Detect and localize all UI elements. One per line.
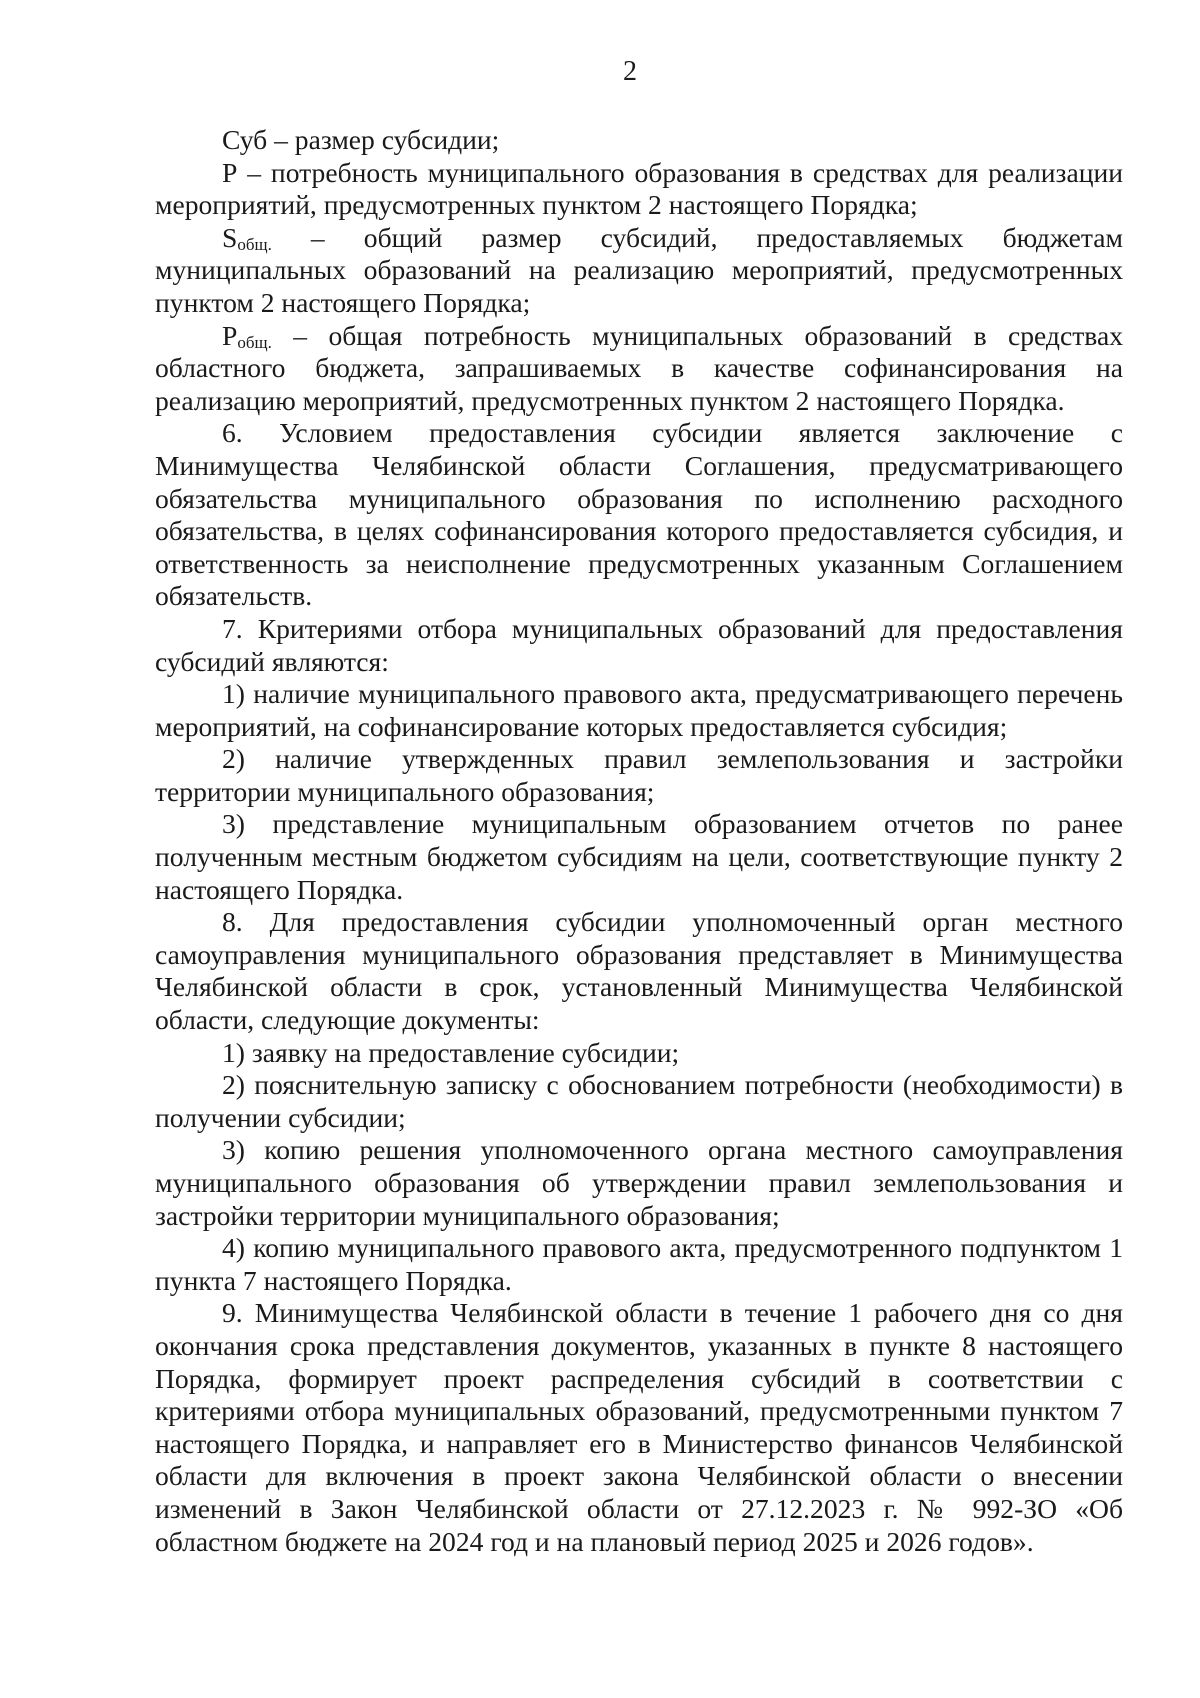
paragraph-s-total-definition xyxy=(155,222,1123,320)
paragraph-8-item-2: 2) пояснительную записку с обоснованием потребности (необходимости) в получении субсидии; xyxy=(155,1069,1123,1133)
s-total-text: – общий размер субсидий, предоставляемых бюджетам муниципальных образований на реализацию мероприятий, предусмотренных пунктом 2 настоящего Порядка; xyxy=(155,221,1123,318)
paragraph-7-item-2: 2) наличие утвержденных правил землепользования и застройки территории муниципального образования; xyxy=(155,743,1123,807)
paragraph-8-item-1: 1) заявку на предоставление субсидии; xyxy=(222,1036,680,1068)
paragraph-7: 7. Критериями отбора муниципальных образований для предоставления субсидий являются: xyxy=(155,612,1123,677)
paragraph-8: 8. Для предоставления субсидии уполномоченный орган местного самоуправления муниципального образования представляет в Минимущества Челябинской области в срок, установленный Минимущества Челябинской области, следующие документы: xyxy=(155,906,1123,1036)
s-total-index: общ. xyxy=(237,234,272,254)
paragraph-6: 6. Условием предоставления субсидии является заключение с Минимущества Челябинской области Соглашения, предусматривающего обязательства муниципального образования по исполнению расходного обязательства, в целях софинансирования которого предоставляется субсидия, и ответственность за неисполнение предусмотренных указанным Соглашением обязательств. xyxy=(155,417,1123,612)
page-number: 2 xyxy=(623,56,637,87)
paragraph-p-total-definition xyxy=(155,320,1123,418)
paragraph-9: 9. Минимущества Челябинской области в течение 1 рабочего дня со дня окончания срока представления документов, указанных в пункте 8 настоящего Порядка, формирует проект распределения субсидий в соответствии с критериями отбора муниципальных образований, предусмотренными пунктом 7 настоящего Порядка, и направляет его в Министерство финансов Челябинской области для включения в проект закона Челябинской области о внесении изменений в Закон Челябинской области от 27.12.2023 г. № 992-ЗО «Об областном бюджете на 2024 год и на плановый период 2025 и 2026 годов». xyxy=(155,1297,1123,1557)
s-total-symbol: S xyxy=(222,221,238,253)
paragraph-7-item-3: 3) представление муниципальным образованием отчетов по ранее полученным местным бюджетом субсидиям на цели, соответствующие пункту 2 настоящего Порядка. xyxy=(155,808,1123,905)
p-total-text: – общая потребность муниципальных образований в средствах областного бюджета, запрашиваемых в качестве софинансирования на реализацию мероприятий, предусмотренных пунктом 2 настоящего Порядка. xyxy=(155,319,1123,416)
p-total-symbol: Р xyxy=(222,319,238,351)
p-total-index: общ. xyxy=(237,332,272,352)
paragraph-p-definition: Р – потребность муниципального образования в средствах для реализации мероприятий, предусмотренных пунктом 2 настоящего Порядка; xyxy=(155,156,1123,221)
paragraph-8-item-4: 4) копию муниципального правового акта, предусмотренного подпунктом 1 пункта 7 настоящего Порядка. xyxy=(155,1232,1123,1296)
paragraph-7-item-1: 1) наличие муниципального правового акта, предусматривающего перечень мероприятий, на софинансирование которых предоставляется субсидия; xyxy=(155,678,1123,742)
document-body xyxy=(155,124,1123,1558)
paragraph-8-item-3: 3) копию решения уполномоченного органа местного самоуправления муниципального образования об утверждении правил землепользования и застройки территории муниципального образования; xyxy=(155,1134,1123,1231)
paragraph-sub-definition: Суб – размер субсидии; xyxy=(222,124,500,155)
